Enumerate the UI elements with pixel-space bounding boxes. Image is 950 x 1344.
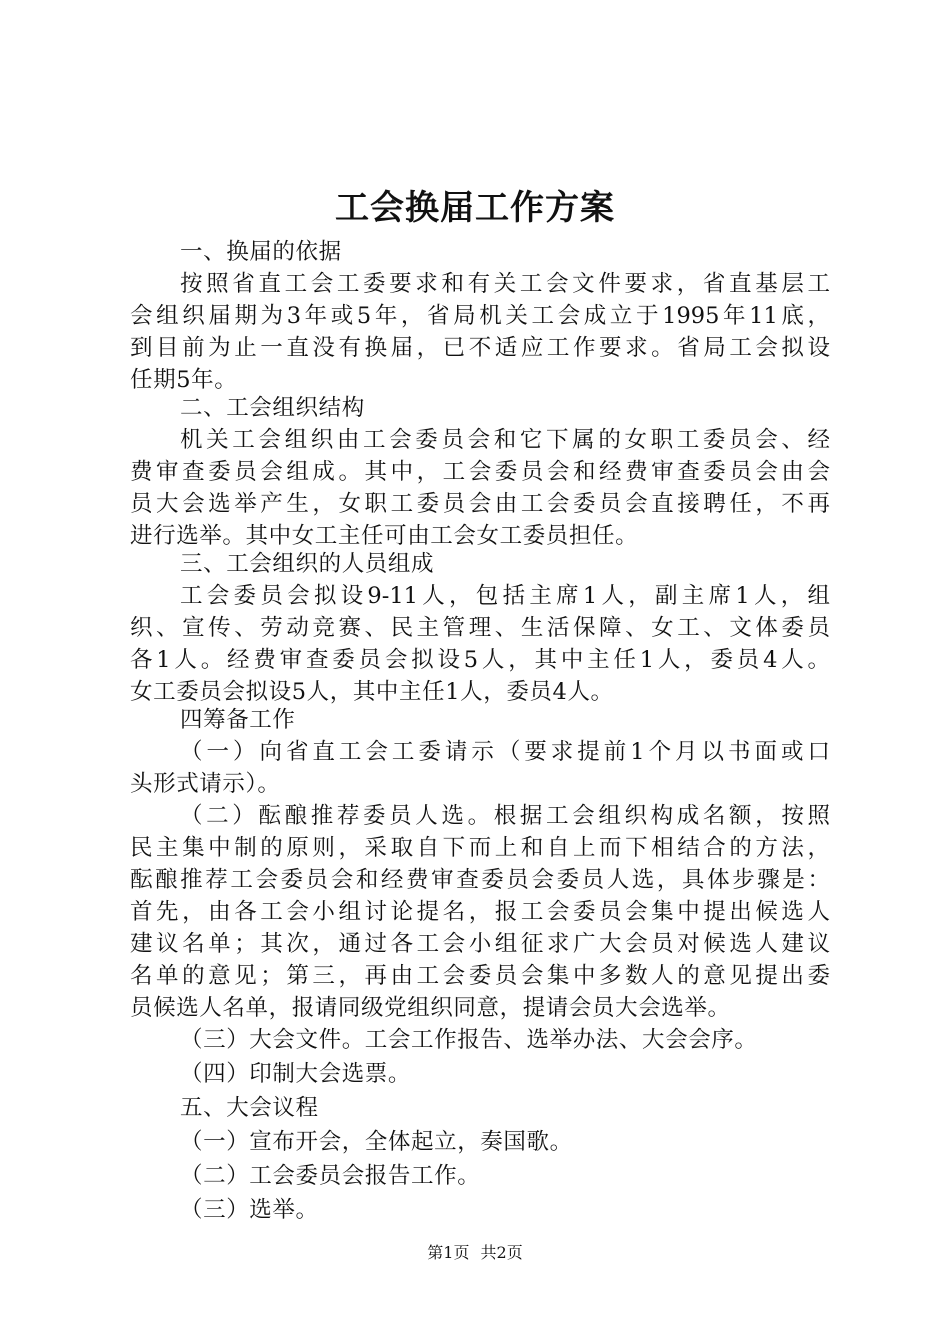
paragraph-line: 工会委员会拟设9-11人，包括主席1人，副主席1人，组 — [180, 583, 830, 609]
paragraph-line: （二）工会委员会报告工作。 — [180, 1163, 481, 1189]
paragraph-line: 按照省直工会工委要求和有关工会文件要求，省直基层工 — [180, 271, 830, 297]
paragraph-line: 员候选人名单，报请同级党组织同意，提请会员大会选举。 — [130, 995, 731, 1021]
paragraph-line: 民主集中制的原则，采取自下而上和自上而下相结合的方法， — [130, 835, 830, 861]
paragraph-line: 建议名单；其次，通过各工会小组征求广大会员对候选人建议 — [130, 931, 830, 957]
section-heading-members: 三、工会组织的人员组成 — [180, 551, 435, 577]
section-heading-basis: 一、换届的依据 — [180, 239, 342, 265]
paragraph-line: （三）大会文件。工会工作报告、选举办法、大会会序。 — [180, 1027, 758, 1053]
paragraph-line: （二）酝酿推荐委员人选。根据工会组织构成名额，按照 — [180, 803, 830, 829]
paragraph-line: （三）选举。 — [180, 1197, 319, 1223]
paragraph-line: 费审查委员会组成。其中，工会委员会和经费审查委员会由会 — [130, 459, 830, 485]
paragraph-line: 到目前为止一直没有换届，已不适应工作要求。省局工会拟设 — [130, 335, 830, 361]
page-footer: 第1页 共2页 — [427, 1243, 523, 1262]
paragraph-line: 名单的意见；第三，再由工会委员会集中多数人的意见提出委 — [130, 963, 830, 989]
paragraph-line: 任期5年。 — [130, 367, 238, 393]
paragraph-line: （四）印制大会选票。 — [180, 1061, 412, 1087]
paragraph-line: 头形式请示）。 — [130, 771, 281, 797]
page-title: 工会换届工作方案 — [335, 188, 615, 228]
paragraph-line: 各1人。经费审查委员会拟设5人，其中主任1人，委员4人。 — [130, 647, 830, 673]
paragraph-line: （一）向省直工会工委请示（要求提前1个月以书面或口 — [180, 739, 830, 765]
paragraph-line: 员大会选举产生，女职工委员会由工会委员会直接聘任，不再 — [130, 491, 830, 517]
section-heading-agenda: 五、大会议程 — [180, 1095, 319, 1121]
paragraph-line: 酝酿推荐工会委员会和经费审查委员会委员人选，具体步骤是： — [130, 867, 830, 893]
paragraph-line: 首先，由各工会小组讨论提名，报工会委员会集中提出候选人 — [130, 899, 830, 925]
paragraph-line: 会组织届期为3年或5年，省局机关工会成立于1995年11底， — [130, 303, 830, 329]
section-heading-structure: 二、工会组织结构 — [180, 395, 365, 421]
paragraph-line: （一）宣布开会，全体起立，奏国歌。 — [180, 1129, 573, 1155]
paragraph-line: 女工委员会拟设5人，其中主任1人，委员4人。 — [130, 679, 614, 705]
paragraph-line: 机关工会组织由工会委员会和它下属的女职工委员会、经 — [180, 427, 830, 453]
section-heading-preparation: 四筹备工作 — [180, 707, 296, 733]
paragraph-line: 织、宣传、劳动竞赛、民主管理、生活保障、女工、文体委员 — [130, 615, 830, 641]
paragraph-line: 进行选举。其中女工主任可由工会女工委员担任。 — [130, 523, 639, 549]
